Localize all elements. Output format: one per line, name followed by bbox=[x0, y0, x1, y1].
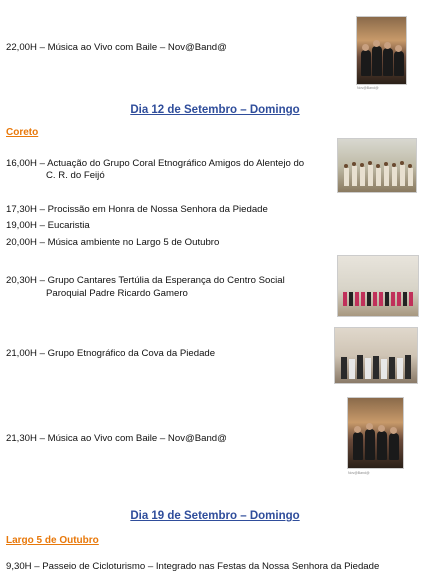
event-line: 16,00H – Actuação do Grupo Coral Etnográfico Amigos do Alentejo do bbox=[6, 158, 305, 169]
band-photo bbox=[356, 16, 407, 85]
event-line: 19,00H – Eucaristia bbox=[6, 220, 90, 231]
event-line: 17,30H – Procissão em Honra de Nossa Senhora da Piedade bbox=[6, 204, 268, 215]
day-heading: Dia 19 de Setembro – Domingo bbox=[130, 510, 300, 522]
event-line-continued: Paroquial Padre Ricardo Gamero bbox=[46, 288, 188, 299]
event-line: 22,00H – Música ao Vivo com Baile – Nov@Band@ bbox=[6, 42, 227, 53]
event-line: 21,00H – Grupo Etnográfico da Cova da Piedade bbox=[6, 348, 216, 359]
band-photo bbox=[347, 397, 404, 469]
section-title: Coreto bbox=[6, 127, 39, 138]
event-line: 21,30H – Música ao Vivo com Baile – Nov@Band@ bbox=[6, 433, 227, 444]
event-line: 9,30H – Passeio de Cicloturismo – Integrado nas Festas da Nossa Senhora da Piedade bbox=[6, 561, 380, 572]
cantares-photo bbox=[337, 255, 419, 317]
day-heading: Dia 12 de Setembro – Domingo bbox=[130, 104, 300, 116]
choir-photo bbox=[337, 138, 417, 193]
photo-caption: Nov@Band@ bbox=[348, 471, 370, 475]
section-title: Largo 5 de Outubro bbox=[6, 535, 99, 546]
event-line-continued: C. R. do Feijó bbox=[46, 170, 105, 181]
event-line: 20,00H – Música ambiente no Largo 5 de Outubro bbox=[6, 237, 220, 248]
ethnographic-group-photo bbox=[334, 327, 418, 384]
event-line: 20,30H – Grupo Cantares Tertúlia da Esperança do Centro Social bbox=[6, 275, 285, 286]
photo-caption: Nov@Band@ bbox=[357, 86, 379, 90]
